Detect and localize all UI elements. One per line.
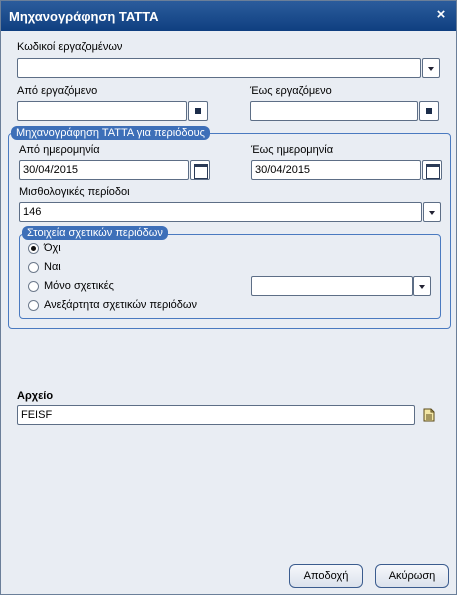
employee-codes-dropdown-icon[interactable] bbox=[422, 58, 440, 78]
ok-button[interactable]: Αποδοχή bbox=[289, 564, 363, 588]
from-employee-input[interactable] bbox=[17, 101, 187, 121]
payroll-periods-label: Μισθολογικές περίοδοι bbox=[19, 186, 130, 198]
radio-independent-label: Ανεξάρτητα σχετικών περιόδων bbox=[44, 299, 197, 311]
only-related-dropdown-icon[interactable] bbox=[413, 276, 431, 296]
period-group-title: Μηχανογράφηση ΤΑΤΤΑ για περιόδους bbox=[11, 126, 210, 140]
cancel-button[interactable]: Ακύρωση bbox=[375, 564, 449, 588]
radio-no-icon[interactable] bbox=[28, 243, 39, 254]
radio-yes-icon[interactable] bbox=[28, 262, 39, 273]
radio-yes-label: Ναι bbox=[44, 261, 61, 273]
related-periods-title: Στοιχεία σχετικών περιόδων bbox=[22, 226, 168, 240]
radio-only-related-label: Μόνο σχετικές bbox=[44, 280, 114, 292]
to-date-calendar-icon[interactable] bbox=[422, 160, 442, 180]
radio-independent-icon[interactable] bbox=[28, 300, 39, 311]
window-title: Μηχανογράφηση ΤΑΤΤΑ bbox=[9, 9, 159, 24]
employee-codes-label: Κωδικοί εργαζομένων bbox=[17, 41, 123, 53]
radio-only-related-icon[interactable] bbox=[28, 281, 39, 292]
from-employee-label: Από εργαζόμενο bbox=[17, 85, 98, 97]
to-date-label: Έως ημερομηνία bbox=[251, 144, 334, 156]
radio-no-label: Όχι bbox=[44, 242, 61, 254]
file-input[interactable]: FEISF bbox=[17, 405, 415, 425]
to-employee-lookup-icon[interactable] bbox=[419, 101, 439, 121]
title-bar bbox=[1, 1, 456, 31]
employee-codes-input[interactable] bbox=[17, 58, 421, 78]
payroll-periods-input[interactable]: 146 bbox=[19, 202, 422, 222]
from-employee-lookup-icon[interactable] bbox=[188, 101, 208, 121]
from-date-label: Από ημερομηνία bbox=[19, 144, 100, 156]
to-employee-label: Έως εργαζόμενο bbox=[250, 85, 332, 97]
to-employee-input[interactable] bbox=[250, 101, 418, 121]
only-related-select[interactable] bbox=[251, 276, 413, 296]
from-date-calendar-icon[interactable] bbox=[190, 160, 210, 180]
payroll-periods-dropdown-icon[interactable] bbox=[423, 202, 441, 222]
file-label: Αρχείο bbox=[17, 390, 54, 402]
close-icon[interactable]: × bbox=[436, 6, 446, 23]
to-date-input[interactable]: 30/04/2015 bbox=[251, 160, 421, 180]
from-date-input[interactable]: 30/04/2015 bbox=[19, 160, 189, 180]
file-browse-icon[interactable] bbox=[423, 408, 435, 422]
